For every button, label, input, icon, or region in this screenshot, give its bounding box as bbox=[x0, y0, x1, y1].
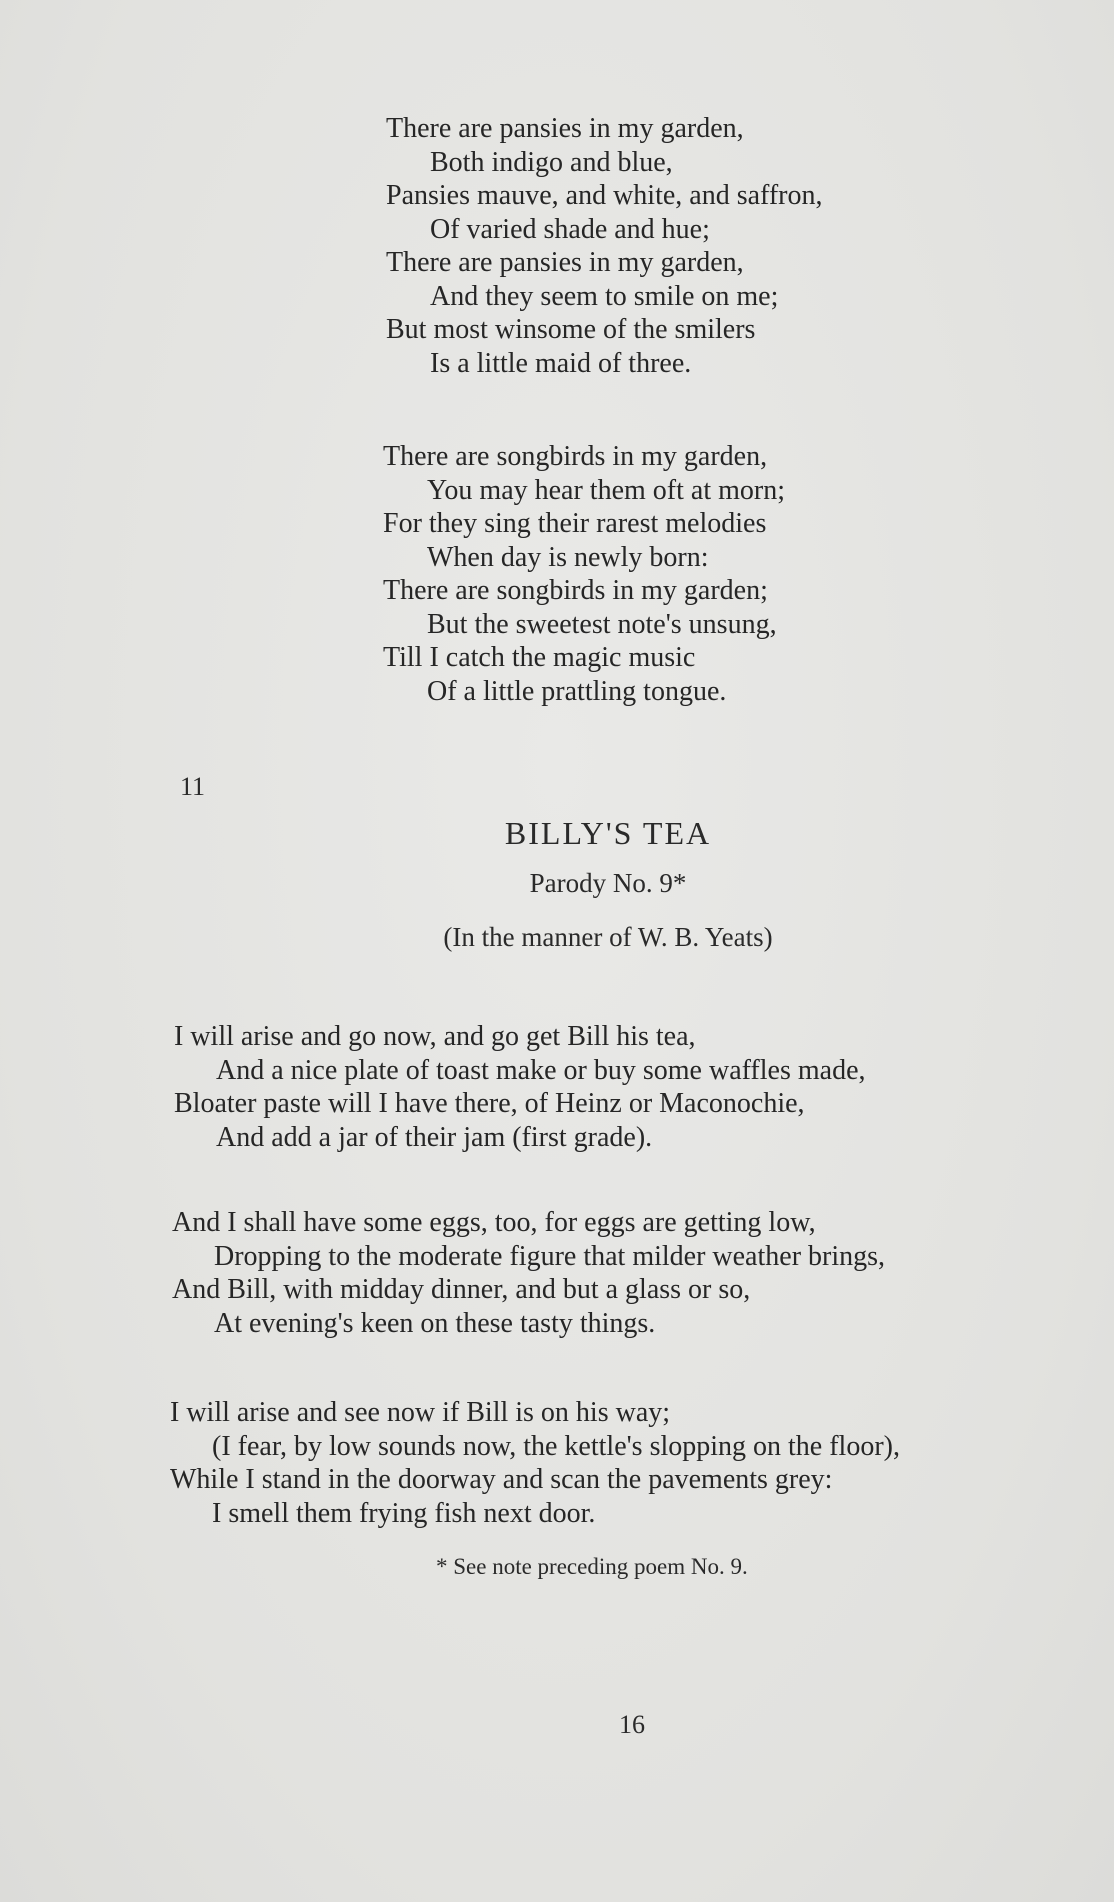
verse-line: (I fear, by low sounds now, the kettle's slopping on the floor), bbox=[212, 1430, 900, 1462]
verse-line: Both indigo and blue, bbox=[430, 146, 673, 178]
verse-line: And add a jar of their jam (first grade). bbox=[216, 1121, 653, 1153]
verse-line: Till I catch the magic music bbox=[383, 642, 696, 673]
verse-line: For they sing their rarest melodies bbox=[383, 508, 767, 539]
verse-line: But most winsome of the smilers bbox=[386, 314, 756, 345]
verse-line: You may hear them oft at morn; bbox=[427, 474, 785, 506]
verse-line: I will arise and see now if Bill is on his way; bbox=[170, 1397, 671, 1428]
poem1-stanza1 bbox=[386, 112, 823, 380]
poem-title: BILLY'S TEA bbox=[504, 815, 712, 851]
verse-line: There are pansies in my garden, bbox=[386, 113, 744, 144]
page-number: 16 bbox=[619, 1710, 645, 1739]
verse-line: Is a little maid of three. bbox=[430, 347, 692, 379]
verse-line: And Bill, with midday dinner, and but a glass or so, bbox=[172, 1274, 751, 1305]
poem-subtitle: Parody No. 9* bbox=[529, 868, 687, 898]
poem2-stanza1 bbox=[174, 1020, 866, 1154]
verse-line: And they seem to smile on me; bbox=[430, 280, 779, 312]
verse-line: There are songbirds in my garden; bbox=[383, 575, 768, 606]
poem-attribution: (In the manner of W. B. Yeats) bbox=[443, 922, 773, 952]
footnote: * See note preceding poem No. 9. bbox=[436, 1554, 748, 1579]
verse-line: And I shall have some eggs, too, for eggs are getting low, bbox=[172, 1207, 816, 1238]
verse-line: And a nice plate of toast make or buy some waffles made, bbox=[216, 1054, 866, 1086]
verse-line: Of a little prattling tongue. bbox=[427, 675, 727, 707]
poem1-stanza2 bbox=[383, 440, 785, 708]
poem2-stanza2 bbox=[172, 1206, 885, 1340]
verse-line: Bloater paste will I have there, of Heinz or Maconochie, bbox=[174, 1088, 805, 1119]
poem2-stanza3 bbox=[170, 1396, 900, 1530]
verse-line: There are songbirds in my garden, bbox=[383, 441, 768, 472]
verse-line: Dropping to the moderate figure that milder weather brings, bbox=[214, 1240, 886, 1272]
verse-line: Pansies mauve, and white, and saffron, bbox=[386, 180, 823, 211]
verse-line: While I stand in the doorway and scan the pavements grey: bbox=[170, 1464, 833, 1495]
verse-line: There are pansies in my garden, bbox=[386, 247, 744, 278]
verse-line: Of varied shade and hue; bbox=[430, 213, 710, 245]
verse-line: But the sweetest note's unsung, bbox=[427, 608, 777, 640]
verse-line: At evening's keen on these tasty things. bbox=[214, 1307, 656, 1339]
section-number: 11 bbox=[180, 772, 206, 801]
verse-line: I will arise and go now, and go get Bill his tea, bbox=[174, 1021, 696, 1052]
verse-line: When day is newly born: bbox=[427, 541, 709, 573]
verse-line: I smell them frying fish next door. bbox=[212, 1497, 596, 1529]
